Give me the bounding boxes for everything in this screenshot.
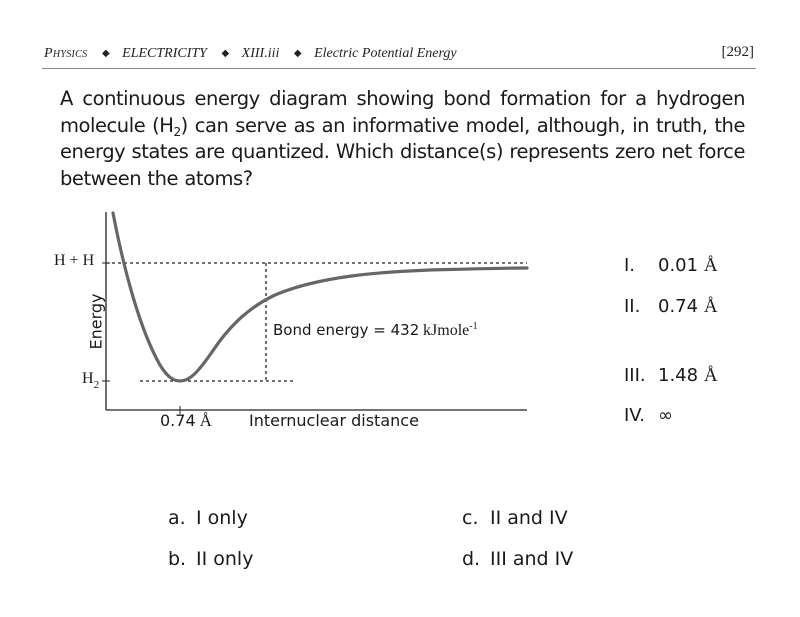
answer-letter: d. xyxy=(462,548,481,570)
option-value xyxy=(658,365,718,386)
infinity-icon: ∞ xyxy=(658,405,673,426)
option-numeral: IV. xyxy=(624,405,646,426)
question-text-part2: ) can serve as an informative model, although, in truth, the energy states are quantized. Which distance(s) represents zero net force between the atoms? xyxy=(60,113,745,190)
option-value xyxy=(658,255,718,276)
breadcrumb-section: XIII.iii xyxy=(241,46,280,61)
angstrom-unit: Å xyxy=(703,365,718,386)
potential-energy-curve xyxy=(113,213,527,381)
angstrom-unit: Å xyxy=(199,411,212,430)
option-item xyxy=(624,405,673,426)
min-distance-label xyxy=(160,411,212,431)
answer-text: III and IV xyxy=(490,548,574,570)
option-value xyxy=(658,405,673,426)
answer-choice-c[interactable] xyxy=(462,507,568,529)
breadcrumb-subject: Physics xyxy=(44,46,88,61)
answer-text: I only xyxy=(196,507,248,529)
answer-text: II and IV xyxy=(490,507,568,529)
option-numeral: III. xyxy=(624,365,646,386)
answer-letter: c. xyxy=(462,507,479,529)
answer-letter: b. xyxy=(168,548,187,570)
bond-energy-text: Bond energy = 432 xyxy=(273,321,420,339)
option-value-number: 0.01 xyxy=(658,255,699,276)
answer-text: II only xyxy=(196,548,254,570)
answer-choice-b[interactable] xyxy=(168,548,253,570)
option-item xyxy=(624,255,718,277)
option-item xyxy=(624,365,718,387)
bond-energy-unit-exponent: -1 xyxy=(469,321,478,332)
option-numeral: I. xyxy=(624,255,636,276)
bond-energy-label xyxy=(273,321,478,340)
option-item xyxy=(624,296,718,318)
diamond-separator-icon: ◆ xyxy=(221,48,230,59)
option-value-number: 0.74 xyxy=(658,296,699,317)
page-header xyxy=(42,40,756,69)
answer-choice-a[interactable] xyxy=(168,507,248,529)
option-value xyxy=(658,296,718,317)
lower-level-label-text: H xyxy=(82,370,94,387)
page-number: [292] xyxy=(721,44,754,60)
lower-level-label xyxy=(82,370,99,391)
breadcrumb-topic: Electric Potential Energy xyxy=(314,46,457,61)
option-numeral: II. xyxy=(624,296,641,317)
x-axis-label: Internuclear distance xyxy=(249,411,419,430)
y-axis-label: Energy xyxy=(86,293,106,350)
bond-energy-unit: kJmole xyxy=(423,322,470,339)
angstrom-unit: Å xyxy=(703,296,718,317)
upper-level-label: H + H xyxy=(54,252,95,269)
answer-letter: a. xyxy=(168,507,186,529)
diamond-separator-icon: ◆ xyxy=(101,48,110,59)
lower-level-label-sub: 2 xyxy=(93,379,100,391)
diamond-separator-icon: ◆ xyxy=(293,48,302,59)
answer-choice-d[interactable] xyxy=(462,548,573,570)
question-text-part1: A continuous energy diagram showing bond formation for a hydrogen molecule (H xyxy=(60,87,745,137)
option-value-number: 1.48 xyxy=(658,365,699,386)
question-subscript: 2 xyxy=(173,124,181,139)
angstrom-unit: Å xyxy=(703,255,718,276)
breadcrumb-chapter: ELECTRICITY xyxy=(122,46,207,61)
breadcrumb xyxy=(44,46,457,62)
question-text xyxy=(60,86,745,192)
min-distance-value: 0.74 xyxy=(160,411,196,430)
